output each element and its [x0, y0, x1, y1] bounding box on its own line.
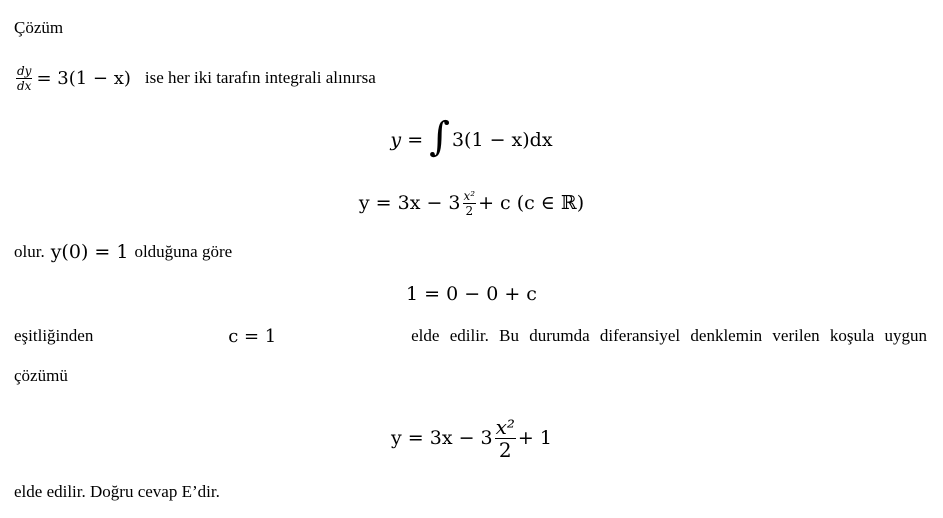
derivative-text: ise her iki tarafın integrali alınırsa [144, 68, 376, 87]
final-numerator: x² [495, 414, 515, 439]
paragraph-line-2: çözümü [14, 366, 68, 385]
general-denominator: 2 [465, 203, 474, 218]
solution-heading: Çözüm [14, 18, 64, 37]
final-fraction [495, 414, 516, 462]
final-solution-equation [0, 406, 943, 470]
integral-lhs: y = [390, 129, 424, 151]
initial-condition-math: y(0) = 1 [50, 241, 129, 263]
general-fraction [463, 190, 477, 217]
derivative-denominator: dx [17, 78, 32, 93]
final-lhs: y = 3x − 3 [391, 427, 493, 449]
general-solution-equation [0, 176, 943, 230]
integral-equation [0, 112, 943, 168]
general-numerator: x² [463, 188, 476, 203]
derivative-line [14, 58, 376, 98]
esitliginden-text: eşitliğinden [14, 326, 94, 345]
integral-rhs: 3(1 − x)dx [451, 129, 553, 151]
constant-value-math: c = 1 [228, 325, 277, 347]
derivative-rhs: = 3(1 − x) [36, 67, 131, 89]
final-denominator: 2 [498, 437, 512, 462]
integral-sign: ∫ [429, 114, 450, 160]
paragraph-text: elde edilir. Bu durumda diferansiyel denklemin verilen koşula uygun [411, 326, 927, 345]
general-lhs: y = 3x − 3 [358, 192, 461, 214]
final-rhs: + 1 [517, 427, 552, 449]
paragraph-line-1 [14, 322, 927, 350]
derivative-numerator: dy [17, 63, 32, 78]
olduguna-text: olduğuna göre [134, 242, 233, 261]
olur-text: olur. [14, 242, 45, 261]
derivative-fraction [16, 65, 32, 92]
initial-condition-line [14, 238, 232, 266]
conclusion-text: elde edilir. Doğru cevap E’dir. [14, 482, 220, 501]
general-rhs: + c (c ∈ ℝ) [478, 192, 585, 214]
constant-equation: 1 = 0 − 0 + c [406, 283, 537, 305]
